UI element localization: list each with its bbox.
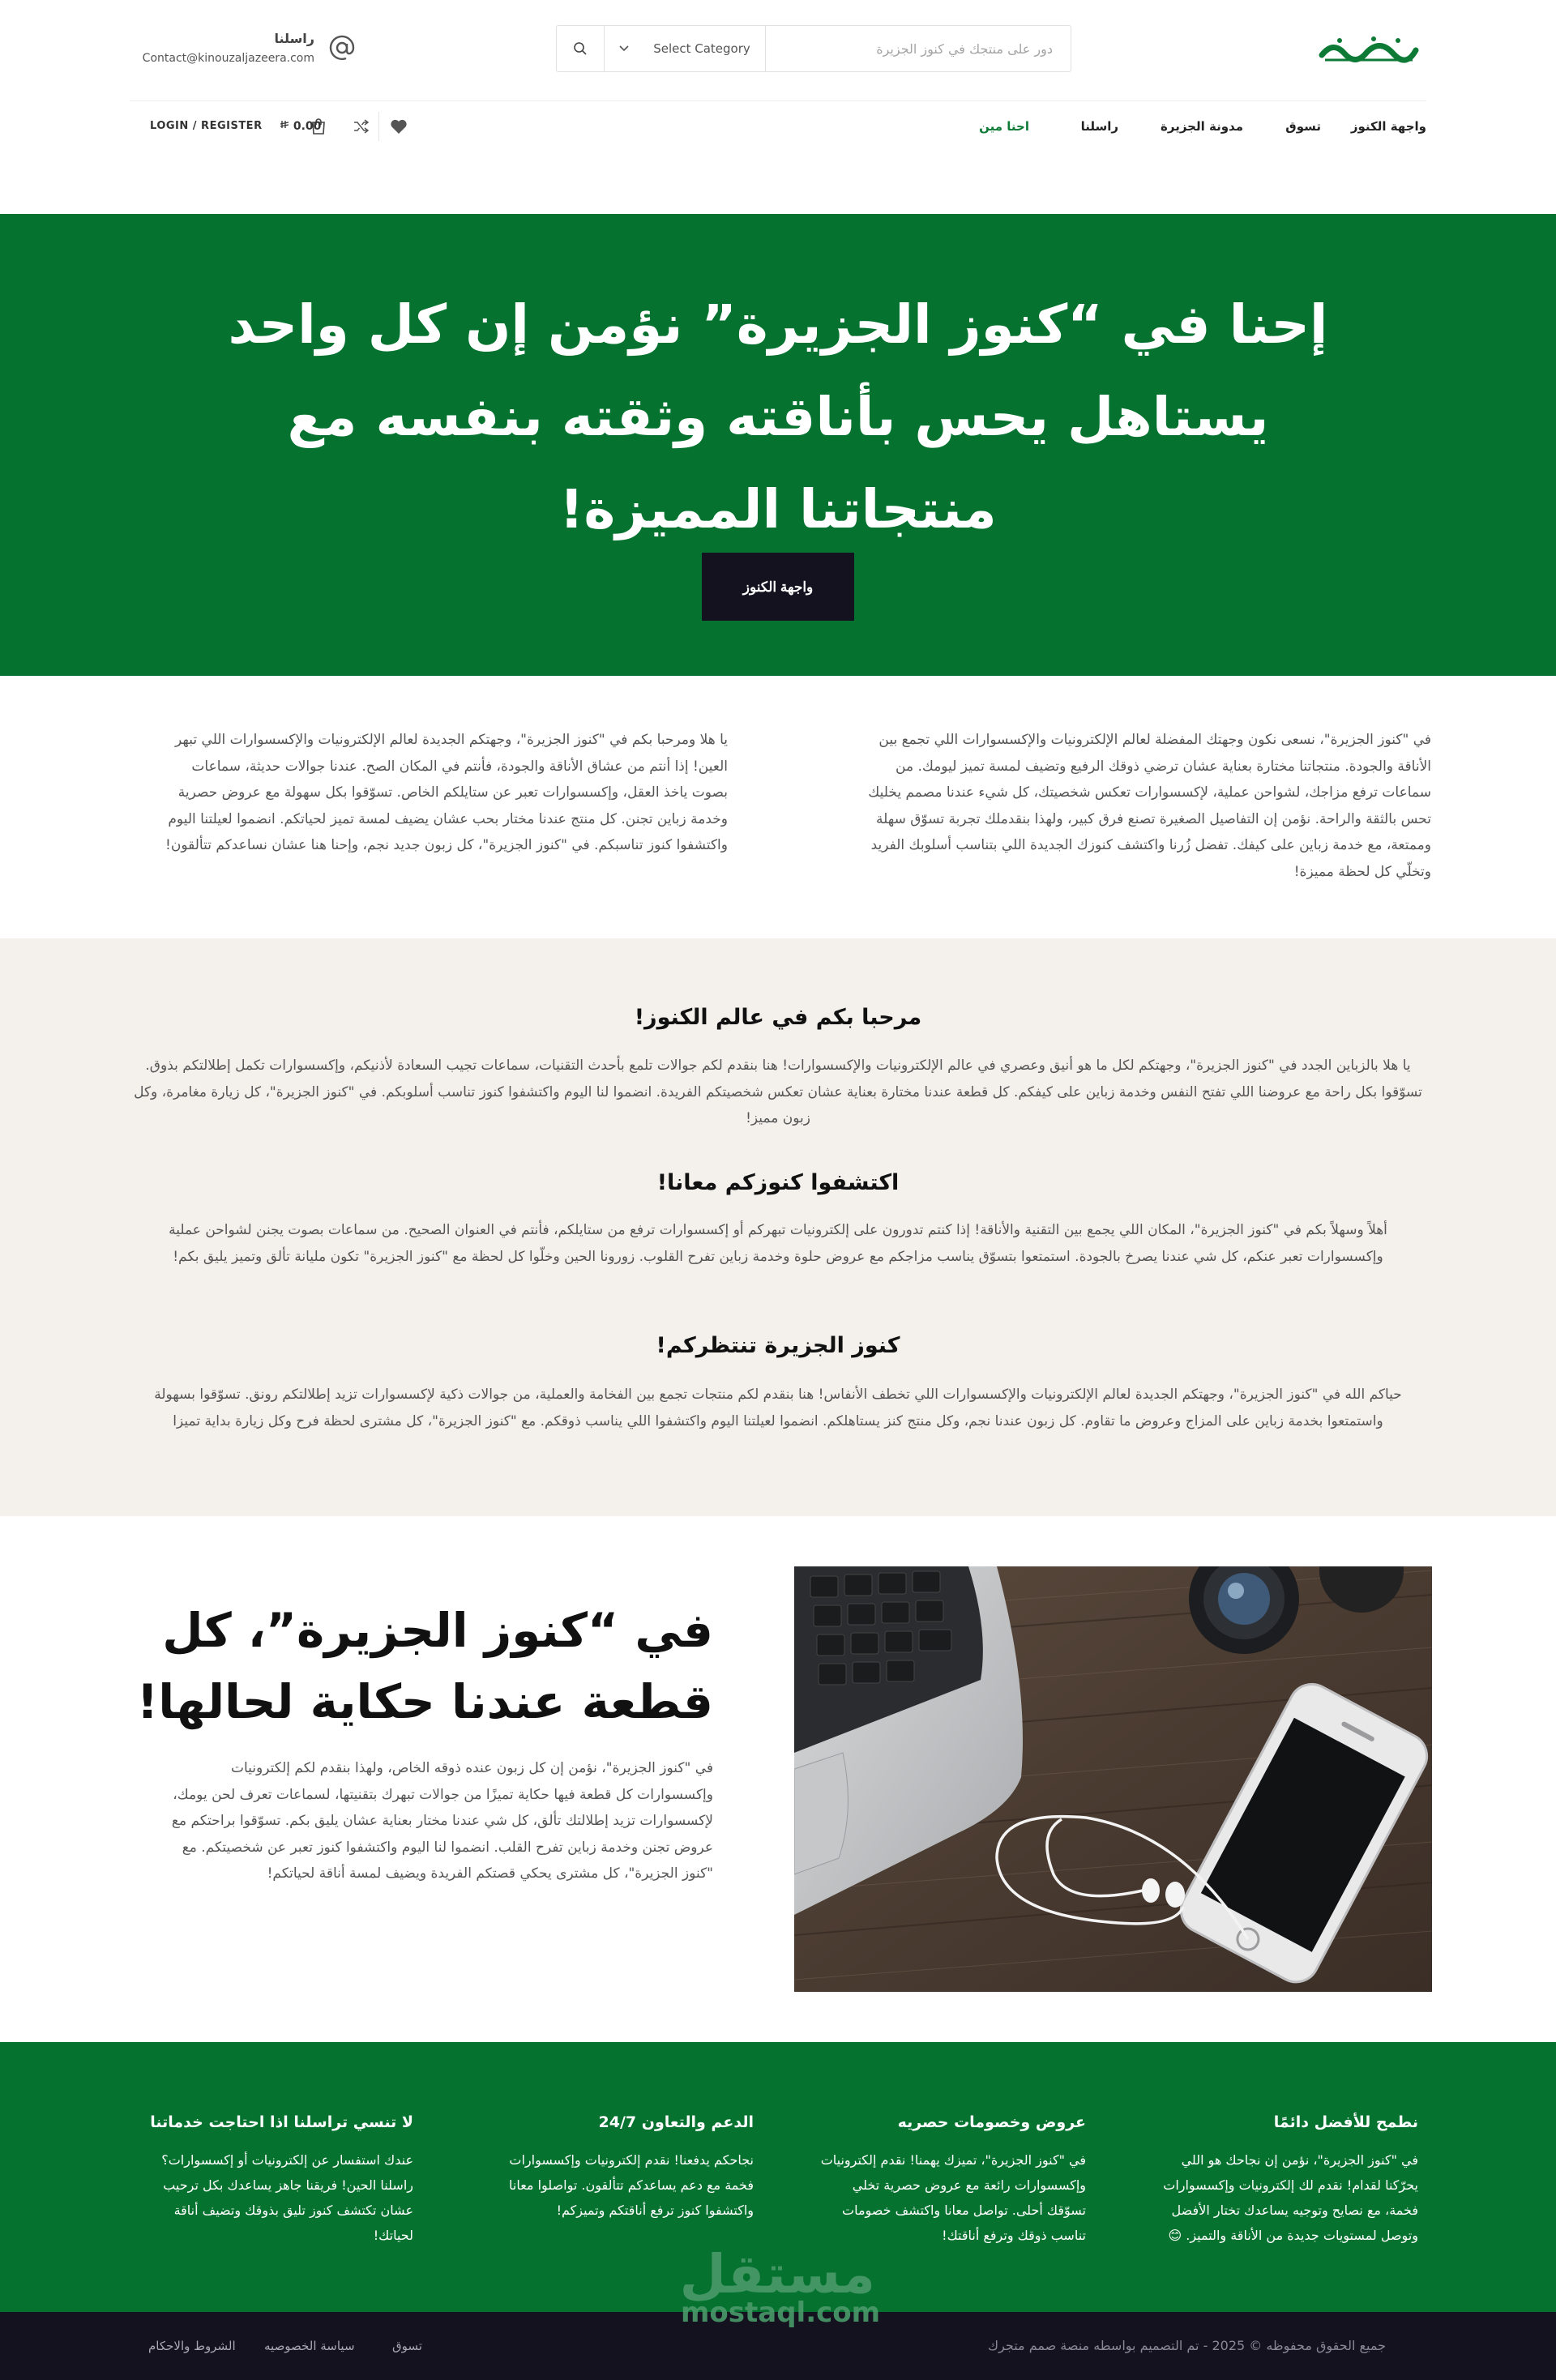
hero-banner: [0, 214, 1556, 676]
welcome-text-2: أهلاً وسهلاً بكم في "كنوز الجزيرة"، المكان اللي يجمع بين التقنية والأناقة! إذا كنتم تدورون على إلكترونيات تبهركم أو إكسسوارات ترفع من ستايلكم، فأنتم في العنوان الصحيح. من سماعات بصوت يجنن لشواحن عملية وإكسسوارات تعبر عنكم، كل شي عندنا يصرخ بالجودة. استمتعوا بتسوّق يناسب مزاجكم مع عروض حلوة وخدمة زباين تفرح القلوب. زورونا الحين وخلّوا كل لحظة مع "كنوز الجزيرة" تكون مليانة تألق وتميز يليق بكم!: [169, 1222, 1387, 1265]
laptop-phone-photo: [794, 1566, 1432, 1992]
footer-column-text: عندك استفسار عن إلكترونيات أو إكسسوارات؟ راسلنا الحين! فريقنا جاهز يساعدك بكل ترحيب عشان تكتشف كنوز تليق بذوقك وتضيف أناقة لحياتك!: [161, 2152, 413, 2243]
footer-link-shop[interactable]: تسوق: [392, 2339, 422, 2353]
site-logo[interactable]: [1317, 31, 1421, 68]
logo-mark-icon: [1317, 31, 1421, 68]
nav-item-blog[interactable]: مدونة الجزيرة: [1161, 119, 1243, 134]
shuffle-icon: [353, 119, 370, 134]
wishlist-button[interactable]: [386, 113, 412, 139]
contact-block[interactable]: [130, 28, 357, 71]
hero-title: إحنا في “كنوز الجزيرة” نؤمن إن كل واحد يستاهل يحس بأناقته وثقته بنفسه مع منتجاتنا المميزة!: [228, 293, 1328, 541]
footer-column-title: نطمح للأفضل دائمًا: [1273, 2113, 1418, 2131]
footer-link-privacy[interactable]: سياسة الخصوصيه: [264, 2339, 355, 2353]
nav-item-home[interactable]: واجهة الكنوز: [1350, 119, 1426, 134]
footer-link-terms[interactable]: الشروط والاحكام: [148, 2339, 236, 2353]
welcome-text-3: حياكم الله في "كنوز الجزيرة"، وجهتكم الجديدة لعالم الإلكترونيات والإكسسوارات اللي تخطف الأنفاس! هنا بنقدم لكم منتجات تجمع بين الفخامة والعملية، من جوالات ذكية لإكسسوارات تزيد إطلالتكم رونق. تسوّقوا بسهولة واستمتعوا بخدمة زباين على المزاج وعروض ما تقاوم. كل زبون عندنا نجم، وكل منتج كنز يستاهلكم. انضموا لعيلتنا اليوم واكتشفوا اللي يناسب ذوقكم. مع "كنوز الجزيرة"، كل مشترى لحظة فرح وكل زيارة بداية تميزا: [154, 1387, 1402, 1429]
footer-column-1: [1151, 2113, 1418, 2248]
contact-label: راسلنا: [274, 31, 314, 46]
welcome-heading-1: مرحبا بكم في عالم الكنوز!: [634, 1005, 922, 1030]
footer-column-text: في "كنوز الجزيرة"، نؤمن إن نجاحك هو اللي يحرّكنا لقدام! نقدم لك إلكترونيات وإكسسوارات فخمة، مع نصايح وتوجيه يساعدك تختار الأفضل وتوصل لمستويات جديدة من الأناقة والتميز. 😊: [1163, 2152, 1418, 2243]
footer-bottom-bar: [0, 2312, 1556, 2380]
welcome-heading-2: اكتشفوا كنوزكم معانا!: [656, 1170, 900, 1195]
cart-total-value: 0.00: [293, 120, 322, 133]
search-input[interactable]: [767, 26, 1071, 71]
footer-column-3: [486, 2113, 754, 2223]
contact-email[interactable]: Contact@kinouzaljazeera.com: [142, 52, 314, 65]
footer-column-title: لا تنسي تراسلنا اذا احتاجت خدماتنا: [150, 2113, 413, 2131]
cart-total[interactable]: [280, 102, 321, 151]
nav-item-about[interactable]: احنا مين: [979, 119, 1029, 134]
feature-text: في "كنوز الجزيرة"، نؤمن إن كل زبون عنده ذوقه الخاص، ولهذا بنقدم لكم إلكترونيات وإكسسوارات كل قطعة فيها حكاية تميزًا من جوالات تبهرك بتقنيتها، لسماعات تعرف لحن يومك، لإكسسوارات تزيد إطلالتك تألق، كل شي عندنا مختار بعناية عشان يليق بكم. تسوّقوا براحتكم مع عروض تجنن وخدمة زباين تفرح القلب. انضموا لنا اليوم واكتشفوا كنوز تعبر عن شخصيتكم. مع "كنوز الجزيرة"، كل مشترى يحكي قصتكم الفريدة ويضيف لمسة أناقة لحياتكم!: [171, 1760, 713, 1882]
category-select[interactable]: [604, 26, 766, 71]
search-form: [556, 25, 1071, 72]
main-nav: [130, 102, 1426, 151]
search-icon: [573, 41, 588, 56]
chevron-down-icon: [619, 43, 629, 54]
category-select-label: Select Category: [653, 41, 750, 56]
footer-column-2: [819, 2113, 1086, 2248]
riyal-icon: [280, 120, 293, 133]
feature-image: [794, 1566, 1432, 1992]
footer-column-text: نجاحكم يدفعنا! نقدم إلكترونيات وإكسسوارات فخمة مع دعم يساعدكم تتألقون. تواصلوا معانا واكتشفوا كنوز ترفع أناقتكم وتميزكم!: [508, 2152, 754, 2218]
welcome-heading-3: كنوز الجزيرة تنتظركم!: [656, 1333, 900, 1358]
nav-item-shop[interactable]: تسوق: [1285, 119, 1321, 134]
compare-button[interactable]: [348, 113, 374, 139]
feature-title: في “كنوز الجزيرة”، كل قطعة عندنا حكاية لحالها!: [136, 1603, 713, 1729]
footer-column-4: [146, 2113, 413, 2248]
heart-icon: [390, 118, 408, 135]
nav-divider: [378, 112, 379, 141]
intro-paragraph-right: في "كنوز الجزيرة"، نسعى نكون وجهتك المفضلة لعالم الإلكترونيات والإكسسوارات اللي تجمع بين الأناقة والجودة. منتجاتنا مختارة بعناية عشان ترضي ذوقك الرفيع وتضيف لمسة تميز ليومك. من سماعات ترفع مزاجك، لشواحن عملية، لإكسسوارات تعكس شخصيتك، كل شيء عندنا مصمم يخليك تحس بالثقة والراحة. نؤمن إن التفاصيل الصغيرة تصنع فرق كبير، ولهذا بنقدملك تجربة تسوّق سهلة وممتعة، مع خدمة زباين على كيفك. تفضل زُرنا واكتشف كنوزك الجديدة اللي بتناسب أسلوبك الفريد وتخلّي كل لحظة مميزة!: [868, 732, 1431, 880]
watermark-arabic: مستقل: [679, 2243, 875, 2305]
watermark-latin: mostaql.com: [681, 2297, 881, 2329]
welcome-section: [0, 938, 1556, 1516]
search-button[interactable]: [557, 26, 604, 71]
intro-paragraph-left: يا هلا ومرحبا بكم في "كنوز الجزيرة"، وجهتكم الجديدة لعالم الإلكترونيات والإكسسوارات اللي تبهر العين! إذا أنتم من عشاق الأناقة والجودة، فأنتم في المكان الصح. عندنا جوالات حديثة، سماعات بصوت ياخذ العقل، وإكسسوارات تعبر عن ستايلكم الخاص. تسوّقوا بكل سهولة مع عروض حصرية وخدمة زباين تجنن. كل منتج عندنا مختار بحب عشان يضيف لمسة تميز لحياتكم. انضموا لعيلتنا اليوم واكتشفوا كنوز تناسبكم. في "كنوز الجزيرة"، كل زبون جديد نجم، وإحنا هنا عشان نساعدكم تتألقون!: [165, 732, 728, 853]
at-sign-icon: [327, 34, 357, 63]
site-header: [0, 0, 1556, 101]
welcome-text-1: يا هلا بالزباين الجدد في "كنوز الجزيرة"، وجهتكم لكل ما هو أنيق وعصري في عالم الإلكترونيات والإكسسوارات! هنا بنقدم لكم جوالات تلمع بأحدث التقنيات، سماعات تجيب السعادة لأذنيكم، وإكسسوارات تكمل إطلالتكم بذوق. تسوّقوا بكل راحة مع عروضنا اللي تفتح النفس وخدمة زباين على كيفكم. كل قطعة عندنا مختارة بعناية عشان تعكس شخصيتكم الفريدة. انضموا لنا اليوم واكتشفوا كنوز تناسب أسلوبكم. في "كنوز الجزيرة"، كل زيارة مغامرة، وكل زبون مميز!: [134, 1058, 1422, 1126]
footer-column-title: عروض وخصومات حصريه: [897, 2113, 1086, 2131]
header-divider: [130, 100, 1426, 101]
footer-column-title: الدعم والتعاون 24/7: [598, 2113, 754, 2131]
copyright-text: جميع الحقوق محفوظه © 2025 - تم التصميم بواسطه منصة صمم متجرك: [987, 2338, 1386, 2353]
login-register-link[interactable]: LOGIN / REGISTER: [150, 120, 263, 132]
footer-features: [0, 2042, 1556, 2312]
nav-item-contact[interactable]: راسلنا: [1080, 119, 1118, 134]
hero-cta-button[interactable]: واجهة الكنوز: [702, 553, 854, 621]
footer-column-text: في "كنوز الجزيرة"، تميزك يهمنا! نقدم إلكترونيات وإكسسوارات رائعة مع عروض حصرية تخلي تسوّقك أحلى. تواصل معانا واكتشف خصومات تناسب ذوقك وترفع أناقتك!: [820, 2152, 1086, 2243]
